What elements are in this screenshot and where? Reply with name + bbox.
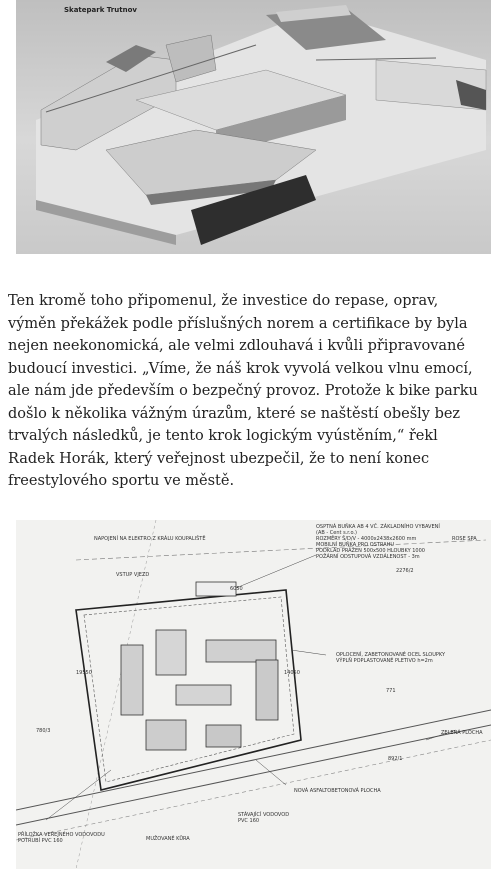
green-area-label: ZELENÁ PLOCHA [441, 730, 483, 736]
parcel-771-label: 771 [386, 688, 396, 694]
article-paragraph: Ten kromě toho připomenul, že investice do repase, oprav, výměn překážek podle příslušných norem a certifikace by byla nejen neekonomická, ale velmi zdlouhavá i kvůli připravované budoucí investici. „Víme, že náš krok vyvolá velkou vlnu emocí, ale nám jde především o bezpečný provoz. Protože k bike parku došlo k několika vážným úrazům, které se naštěstí obešly bez trvalých následků, je tento krok logickým vyústěním,“ řekl Radek Horák, který veřejnost ubezpečil, že to není konec freestylového sportu ve městě. [8, 293, 478, 489]
fence-label: OPLOCENÍ, ZABETONOVANÉ OCEL SLOUPKY VÝPLŇ POPLASTOVANÉ PLETIVO h=2m [336, 652, 446, 664]
electric-label: NAPOJENÍ NA ELEKTRO Z KRÁLU KOUPALIŠTĚ [94, 536, 206, 542]
dimension-3: 14050 [284, 670, 300, 676]
entrance-label: VSTUP VJEZD [116, 572, 150, 578]
skatepark-render-image [16, 0, 491, 254]
skatepark-render-drawing [16, 0, 491, 254]
site-plan-image [16, 520, 491, 869]
parcel-780-label: 780/3 [36, 728, 51, 734]
parcel-2276-label: 2276/2 [396, 568, 414, 574]
parcel-892-label: 892/1 [388, 756, 403, 762]
asphalt-label: NOVÁ ASFALTOBETONOVÁ PLOCHA [294, 788, 381, 794]
dimension-1: 6050 [230, 586, 243, 592]
water-label: STÁVAJÍCÍ VODOVOD PVC 160 [238, 812, 290, 824]
fence-edge-label: MUŽOVANÉ KŮRA [146, 836, 190, 842]
north-label: ROSE SPA [452, 536, 477, 542]
water-connection-label: PŘÍLOŽKA VEŘEJNÉHO VODOVODU POTRUBÍ PVC 160 [18, 832, 105, 844]
render-caption: Skatepark Trutnov [64, 6, 137, 14]
cabin-label: OSPTNÁ BUŇKA AB 4 VČ. ZÁKLADNÍHO VYBAVENÍ (AB - Cent s.r.o.) ROZMĚRY Š/D/V - 4000x2438x2600 mm MOBILNÍ BUŇKA PRO OSTRAHU PODKLAD PRÁŽEN 500x500 HLOUBKY 1000 POŽÁRNÍ ODSTUPOVÁ VZDÁLENOST - 3m [316, 524, 440, 560]
dimension-2: 19550 [76, 670, 92, 676]
